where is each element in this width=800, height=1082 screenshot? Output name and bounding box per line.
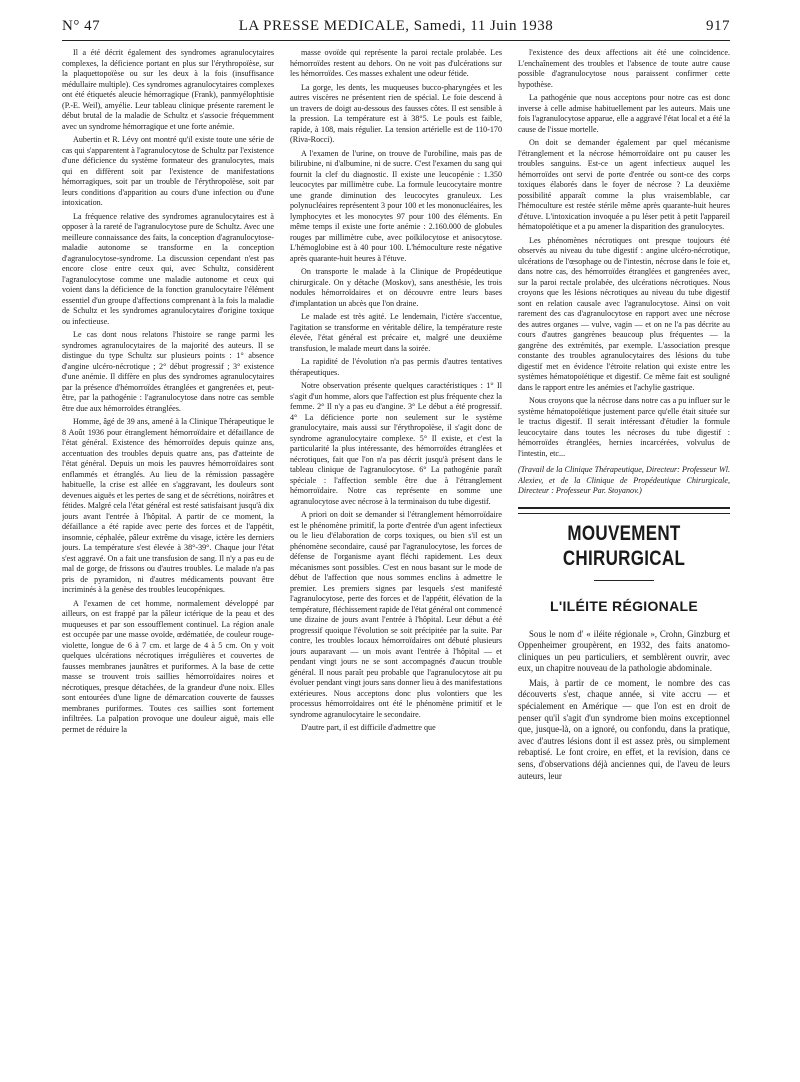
paragraph: La pathogénie que nous acceptons pour notre cas est donc inverse à celle admise habituellement par les auteurs. Mais une fois l'agranulocytose apparue, elle a aggravé l'état local et a été la cause de l'issue mortelle. [518,93,730,134]
section-rule-bottom [518,513,730,514]
paragraph: Sous le nom d' « iléite régionale », Crohn, Ginzburg et Oppenheimer groupèrent, en 1932, des faits anatomo-cliniques un peu particuliers, et semblèrent ouvrir, avec eux, un chapitre nouveau de la pathologie abdominale. [518,628,730,674]
paragraph: Nous croyons que la nécrose dans notre cas a pu influer sur le système hématopoïétique justement parce qu'elle était située sur le tractus digestif. Il serait intéressant d'étudier la formule leucocytaire dans toutes les nécroses du tube digestif : hémorroïdes étranglées, hernies incarcérées, volvulus de l'intestin, etc... [518,396,730,458]
column-2 [290,48,502,1072]
paragraph: On transporte le malade à la Clinique de Propédeutique chirurgicale. On y détache (Moskov), sans anesthésie, les trois nodules hémorroïdaires et on découvre entre leurs bases d'implantation un abcès que l'on draine. [290,267,502,308]
paragraph: Mais, à partir de ce moment, le nombre des cas découverts s'est, chaque année, si vite accru — et spécialement en Amérique — que l'on est en droit de penser qu'il s'agit d'un syndrome bien moins exceptionnel que, jusque-là, on a ignoré, ou confondu, dans la pratique, avec d'autres lésions dont il est assez près, ou simplement rebaptisé. Le font croire, en effet, et la revision, dans ce sens, d'observations déjà anciennes qui, de l'aveu de leurs auteurs, leur [518,677,730,781]
paragraph: La fréquence relative des syndromes agranulocytaires est à opposer à la rareté de l'agranulocytose pure de Schultz. Avec une meilleure connaissance des faits, la conception d'agranulocytose-maladie autonome se transforme en la conception d'agranulocytose-syndrome. La discussion cependant n'est pas encore close entre ceux qui, avec Schultz, considèrent l'agranulocytose comme une maladie autonome et ceux qui voient dans la déficience de la fonction granulocytaire l'élément essentiel d'un groupe d'affections comprenant à la fois la maladie de Schultz et les syndromes agranulocytaires d'origine toxique ou infectieuse. [62,211,274,326]
paragraph: A l'examen de l'urine, on trouve de l'urobiline, mais pas de bilirubine, ni d'albumine, ni de sucre. C'est l'examen du sang qui fournit la clef du diagnostic. Il existe une leucopénie : 1.350 leucocytes par millimètre cube. La formule leucocytaire montre une grande diminution des leucocytes granuleux. Les polynucléaires représentent 3 pour 100 et les mononucléaires, les lymphocytes et les monocytes 97 pour 100 des éléments. En même temps il existe une forte anémie : 2.160.000 de globules rouges par millimètre cube, avec poïkilocytose et anisocytose. L'hémoglobine est à 40 pour 100. L'hémoculture reste négative après quarante-huit heures à l'étuve. [290,148,502,263]
article-title: L'ILÉITE RÉGIONALE [550,597,698,614]
issue-number: N° 47 [62,18,101,34]
paragraph: Les phénomènes nécrotiques ont presque toujours été observés au niveau du tube digestif : angine ulcéro-nécrotique, ulcérations de l'œsophage ou de l'intestin, nécrose dans le foie et, dans notre cas, des hémorroïdes étranglées et gangrenées avec, sur la paroi rectale prolabée, des ulcérations nécrotiques. Nous croyons que les lésions nécrotiques au niveau du tube digestif sont en relation causale avec l'agranulocytose. Ainsi on voit rarement des cas d'agranulocytose en rapport avec une nécrose des autres organes — vulve, vagin — et on ne l'a pas décrite au cours d'autres gangrènes beaucoup plus fréquentes — la gangrène des extrémités, par exemple. L'association presque constante des troubles agranulocytaires des lésions du tube digestif met en évidence l'étroite relation qui existe entre les systèmes hématopoïétique et digestif. Ce même fait est souligné dans le rapport entre les anémies et l'achylie gastrique. [518,235,730,392]
column-3 [518,48,730,1072]
paragraph: Le malade est très agité. Le lendemain, l'ictère s'accentue, l'agitation se transforme en véritable délire, la température reste élevée, l'état général est précaire et, malgré une deuxième transfusion, le malade meurt dans la soirée. [290,312,502,353]
paragraph: masse ovoïde qui représente la paroi rectale prolabée. Les hémorroïdes restent au dehors. On ne voit pas d'ulcérations sur les hémorroïdes. Ces masses exhalent une odeur fétide. [290,48,502,78]
section-rule-top [518,507,730,509]
paragraph: On doit se demander également par quel mécanisme l'étranglement et la nécrose hémorroïdaire ont pu causer les troubles sanguins. Est-ce un agent infectieux auquel les hémorroïdes ont servi de porte d'entrée ou sont-ce des corps toxiques élaborés dans le foyer de nécrose ? La deuxième possibilité apparaît comme la plus vraisemblable, car l'hémoculture est restée stérile même après quarante-huit heures d'étuve. L'intoxication invoquée a pu léser petit à petit l'appareil hématopoïétique et a pu amener la disparition des granulocytes. [518,138,730,231]
paragraph: Il a été décrit également des syndromes agranulocytaires complexes, la déficience portant en plus sur l'érythropoïèse, sur la plaquettopoïèse ou sur les deux à la fois (insuffisance médullaire multiple). Ces syndromes agranulocytaires complexes ont été étiquetés aleucie hémorragique (Frank), panmyélophtisie (P.-E. Weil), amyélie. Leur tableau clinique présente rarement le début brutal de la maladie de Schultz et s'associe fréquemment avec un syndrome hémorragique et une forte anémie. [62,48,274,131]
paragraph: Le cas dont nous relatons l'histoire se range parmi les syndromes agranulocytaires de la majorité des auteurs. Il se distingue du type Schultz sur plusieurs points : 1° absence d'angine ulcéro-nécrotique ; 2° début progressif ; 3° existence d'une anémie. Il diffère en plus des syndromes agranulocytaires par la présence d'hémorroïdes étranglées et gangrenées et, peut-être, par la pathogénie : l'agranulocytose dans notre cas semble être due aux hémorroïdes étranglées. [62,330,274,413]
paragraph: D'autre part, il est difficile d'admettre que [301,723,436,732]
paragraph: l'existence des deux affections ait été une coïncidence. L'enchaînement des troubles et l'absence de toute autre cause possible d'agranulocytose nous paraissent confirmer cette hypothèse. [518,48,730,89]
journal-title: LA PRESSE MEDICALE, Samedi, 11 Juin 1938 [238,18,554,34]
section-divider [594,580,654,581]
paragraph: Aubertin et R. Lévy ont montré qu'il existe toute une série de cas qui s'apparentent à l'agranulocytose de Schultz par l'existence d'une déficience du système formateur des granulocytes, mais qui en diffèrent soit par l'existence de manifestations hémorragiques, soit par un trouble de l'érythropoïèse, soit par leurs conditions d'apparition au cours d'une infection ou d'une intoxication. [62,135,274,207]
paragraph: A priori on doit se demander si l'étranglement hémorroïdaire est le phénomène primitif, la porte d'entrée d'un agent infectieux ou le lieu d'élaboration de corps toxiques, ou bien s'il est un phénomène secondaire, causé par l'agranulocytose, les forces de défense de l'organisme ayant fléchi rapidement. Les deux mécanismes sont possibles. C'est en nous basant sur le mode de début de l'affection que nous sommes enclins à admettre le premier. Les premiers signes par lesquels s'est manifesté l'agranulocytose, perte des forces et de l'appétit, élévation de la température, fléchissement rapide de l'état général ont commencé une dizaine de jours avant l'entrée à l'hôpital. Leur début a été progressif quoique l'évolution se soit précipitée par la suite. Par contre, les troubles locaux hémorroïdaires ont débuté plusieurs jours auparavant — un mois avant l'entrée à l'hôpital — et pendant vingt jours ne se sont accompagnés d'aucun trouble général. Il nous paraît peu probable que l'agranulocytose ait pu évoluer pendant vingt jours sans donner lieu à des manifestations extérieures. Nous acceptons donc plus volontiers que les processus hémorroïdaires ont été le phénomène primitif et le syndrome agranulocytaire le secondaire. [290,510,502,719]
column-1 [62,48,274,1072]
page-header [62,18,730,40]
page-number: 917 [706,18,730,34]
header-rule [62,40,730,41]
article-credit: (Travail de la Clinique Thérapeutique, Directeur: Professeur Wl. Alexiev, et de la Clinique de Propédeutique Chirurgicale, Directeur : Professeur Par. Stoyanov.) [518,465,730,495]
paragraph: Notre observation présente quelques caractéristiques : 1° Il s'agit d'un homme, alors que l'affection est plus fréquente chez la femme. 2° Il n'y a pas eu d'angine. 3° Le début a été progressif. 4° La déficience porte non seulement sur le système granulocytaire, mais aussi sur l'érythropoïèse, il s'agit donc de syndrome agranulocytaire complexe. 5° Il existe, et c'est la particularité la plus intéressante, des hémorroïdes étranglées et nécrotiques, fait que l'on n'a pas décrit jusqu'à présent dans le tableau clinique de l'agranulocytose. 6° La pathogénie paraît spéciale : l'affection semble être due à l'étranglement hémorroïdaire. Notre cas représente en somme une agranulocytose avec nécrose à la terminaison du tube digestif. [290,381,502,506]
paragraph: A l'examen de cet homme, normalement développé par ailleurs, on est frappé par la pâleur ictérique de la peau et des muqueuses et par son essoufflement continuel. La région anale est occupée par une masse ovoïde, œdématiée, de couleur rouge-violette, longue de 6 à 7 cm. et large de 4 à 5 cm. On y voit quelques ulcérations nécrotiques irrégulières et couvertes de fausses membranes jaunâtres et puriformes. A la base de cette masse se trouvent trois saillies hémorroïdaires noires et nécrotiques, presque détachées, de la grandeur d'une noix. Elles sont entourées d'une ligne de démarcation couverte de fausses membranes puriformes. Toutes ces saillies sont fortement infiltrées. La palpation provoque une douleur aiguë, mais elle permet de réduire la [62,598,274,734]
paragraph: Homme, âgé de 39 ans, amené à la Clinique Thérapeutique le 8 Août 1936 pour étranglement hémorroïdaire et défaillance de l'état général. Existence des hémorroïdes depuis quinze ans, accentuation des troubles depuis quatre ans, pas d'atteinte de l'état général. Depuis un mois les pauvres hémorroïdaires sont enflammés et étranglés. Au lieu de la rémission passagère habituelle, la crise est allée en s'aggravant, les douleurs sont devenues aiguës et les pertes de sang et de sécrétions, noirâtres et fétides. Malgré cela l'état général est resté satisfaisant jusqu'à dix jours avant l'entrée à l'hôpital. A partir de ce moment, la défaillance a été rapide avec perte des forces et de l'appétit, insomnie, céphalée, pâleur extrême du visage, ictère les derniers jours. La température s'est élevée à 38°-39°. Chaque jour l'état s'est aggravé. On a fait une transfusion de sang. Il n'y a pas eu de mal de gorge, de frissons ou d'autres troubles. Le malade n'a pas pris de pyramidon, ni d'autres médicaments pouvant être incriminés à la genèse des troubles leucopéniques. [62,417,274,594]
paragraph: La gorge, les dents, les muqueuses bucco-pharyngées et les autres viscères ne présentent rien de spécial. Le foie descend à un travers de doigt au-dessous des fausses côtes. Il est sensible à la pression. La température est à 38°5. Le pouls est faible, rapide, à 108, mais régulier. La tension artérielle est de 110-170 (Riva-Rocci). [290,82,502,144]
paragraph: La rapidité de l'évolution n'a pas permis d'autres tentatives thérapeutiques. [290,357,502,377]
section-title: MOUVEMENT CHIRURGICAL [562,520,686,570]
